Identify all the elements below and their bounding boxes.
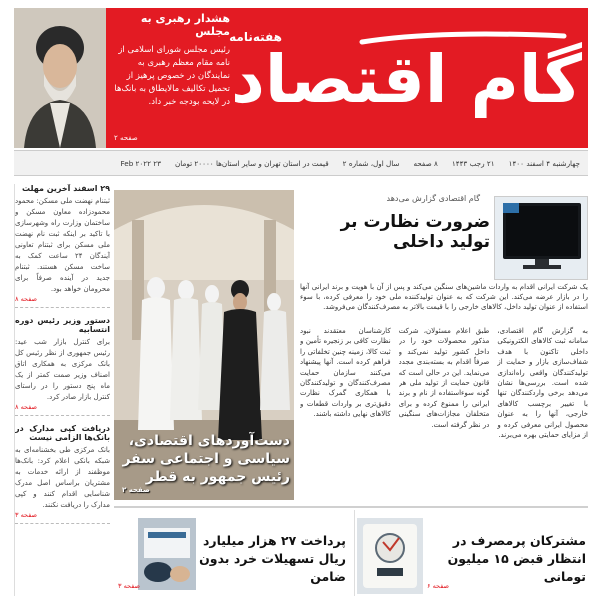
side-news-body: برای کنترل بازار شب عید: رئیس جمهوری از نظر رئیس کل بانک مرکزی به همکاری اتاق اصناف وزیر صمت کمتر از یک ماه پنج دستور را در راستای کنترل بازار صادر کرد.: [15, 338, 110, 401]
side-news-item[interactable]: [15, 316, 110, 416]
teaser-electricity[interactable]: [354, 510, 588, 596]
teaser-electricity-photo: [357, 518, 423, 594]
photo-story-headline: دست‌آوردهای اقتصادی، سیاسی و اجتماعی سفر رئیس جمهور به قطر: [122, 433, 290, 485]
teaser-facilities-photo: [138, 518, 196, 590]
bottom-teasers: [114, 506, 588, 596]
masthead: [14, 8, 588, 148]
photo-story[interactable]: [114, 190, 294, 500]
main-story-columns: [300, 326, 588, 502]
side-news-page: صفحه ۸: [15, 295, 38, 303]
teaser-electricity-title: مشترکان پرمصرف در انتظار قبض ۱۵ میلیون تومانی: [447, 533, 586, 584]
main-story-column: به گزارش گام اقتصادی، سامانه ثبت کالاهای الکترونیکی داخلی تاکنون با هدف شفاف‌سازی بازار و حمایت از تولیدکنندگان واقعی راه‌اندازی شده است. بررسی‌ها نشان می‌دهد برخی واردکنندگان تنها با تغییر برچسب کالاهای خارجی، آنها را به عنوان محصول ایرانی معرفی کرده و از مزایای حمایتی بهره می‌برند.: [497, 327, 588, 440]
side-news-item[interactable]: [15, 424, 110, 524]
teaser-electricity-image: [357, 518, 423, 594]
teaser-facilities-image: [138, 518, 196, 590]
newspaper-logo: [229, 10, 582, 146]
teaser-facilities-title: پرداخت ۲۷ هزار میلیارد ریال تسهیلات خرد بدون ضامن: [199, 533, 346, 584]
page-count: ۸ صفحه: [413, 158, 438, 168]
main-story-title[interactable]: ضرورت نظارت بر تولید داخلی: [340, 212, 490, 252]
side-news-page: صفحه ۸: [15, 403, 38, 411]
side-news-body: بانک مرکزی طی بخشنامه‌ای به شبکه بانکی اعلام کرد: بانک‌ها موظفند از ارائه خدمات به مشتریان براساس اصل مدرک شناسایی اقدام کنند و کپی مدارک را دریافت نکنند.: [15, 446, 110, 509]
portrait-image: [14, 8, 106, 148]
date-hijri: ۲۱ رجب ۱۴۴۳: [451, 158, 495, 168]
date-persian: چهارشنبه ۴ اسفند ۱۴۰۰: [508, 158, 580, 168]
main-story-column: کارشناسان معتقدند نبود نظارت کافی بر زنجیره تأمین و ثبت کالا، زمینه چنین تخلفاتی را فراهم کرده است. آنها پیشنهاد می‌کنند سازمان حمایت مصرف‌کنندگان و تولیدکنندگان با همکاری گمرک نظارت دقیق‌تری بر واردات قطعات و کالاهای نهایی داشته باشند.: [299, 327, 391, 419]
tv-photo: [495, 197, 587, 279]
side-news-column: [14, 184, 110, 596]
date-gregorian: ۲۳ Feb ۲۰۲۲: [120, 158, 162, 168]
main-story-image: [494, 196, 588, 280]
red-lead-body: رئیس مجلس شورای اسلامی از نامه مقام معظم رهبری به نمایندگان در خصوص پرهیز از تحمیل تکالیف مالایطاق به بانک‌ها در لایحه بودجه خبر داد.: [114, 45, 230, 107]
teaser-facilities-page: صفحه ۳: [118, 582, 141, 590]
red-lead-page-ref: صفحه ۲: [114, 134, 138, 142]
teaser-facilities[interactable]: [114, 510, 348, 596]
issue-info-bar: [14, 150, 588, 176]
side-news-title: ۲۹ اسفند آخرین مهلت: [21, 184, 110, 193]
main-story-kicker: گام اقتصادی گزارش می‌دهد: [386, 194, 480, 203]
issue-number: سال اول، شماره ۲: [342, 158, 400, 168]
red-lead-story[interactable]: [110, 12, 230, 144]
side-news-title: دستور وزیر رئیس دوره انتسابیه: [15, 316, 110, 334]
main-story-lead: یک شرکت ایرانی اقدام به واردات ماشین‌های سنگین می‌کند و پس از آن با هویت و برند ایرانی آنها را در بازار عرضه می‌کند. این شرکت که به عنوان تولیدکننده ملی خود را معرفی کرده، با سوء استفاده از عنوان تولید داخل، کالاهای خارجی را با قیمت بالاتر به مصرف‌کنندگان می‌فروشد.: [300, 283, 588, 311]
red-lead-title: هشدار رهبری به مجلس: [140, 12, 230, 38]
teaser-electricity-page: صفحه ۶: [427, 582, 450, 590]
leader-portrait: [14, 8, 106, 148]
side-news-page: صفحه ۳: [15, 511, 38, 519]
side-news-item[interactable]: [15, 184, 110, 308]
main-story-column: طبق اعلام مسئولان، شرکت مذکور محصولات خود را در داخل کشور تولید نمی‌کند و صرفاً اقدام به بسته‌بندی مجدد می‌نماید. این در حالی است که قانون حمایت از تولید ملی هر گونه سوءاستفاده از نام و برند ایرانی را ممنوع کرده و برای متخلفان مجازات‌های سنگینی در نظر گرفته است.: [398, 327, 490, 429]
price: قیمت در استان تهران و سایر استان‌ها ۲۰۰۰۰ تومان: [175, 158, 329, 168]
photo-story-page: صفحه ۲: [122, 486, 150, 494]
logo-wordmark: گام اقتصاد: [231, 41, 582, 118]
logo-weekly-label: هفته‌نامه: [229, 30, 282, 44]
side-news-body: ثبتنام نهضت ملی مسکن: محمود محمودزاده معاون مسکن و ساختمان وزارت راه وشهرسازی با تاکید بر اینکه ثبت نام نهضت ملی مسکن برای ثبتنام تعاونی آیندگان ۲۴ ساعت کمک به ساخت مسکن هستند. ثبتنام جدید در آینده صرفاً برای محرومان خواهد بود.: [15, 197, 110, 293]
side-news-title: دریافت کپی مدارک در بانک‌ها الزامی نیست: [15, 424, 110, 442]
